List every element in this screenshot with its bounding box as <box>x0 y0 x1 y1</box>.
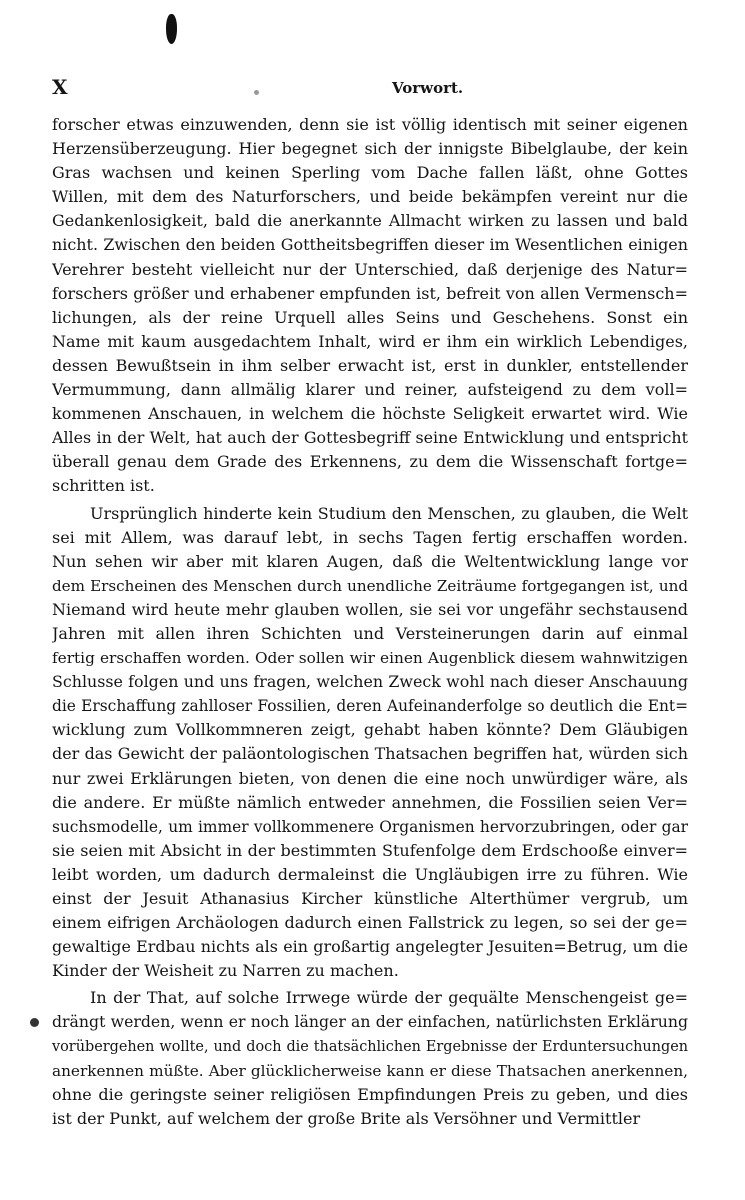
text-line: fertig erschaffen worden. Oder sollen wir einen Augenblick diesem wahnwitzigen <box>52 649 688 668</box>
text-line: vorübergehen wollte, und doch die thatsächlichen Ergebnisse der Erduntersuchungen <box>52 1038 688 1055</box>
text-line: Gras wachsen und keinen Sperling vom Dache fallen läßt, ohne Gottes <box>52 163 688 183</box>
text-line: nicht. Zwischen den beiden Gottheitsbegriffen dieser im Wesentlichen einigen <box>52 235 688 255</box>
text-line: kommenen Anschauen, in welchem die höchste Seligkeit erwartet wird. Wie <box>52 404 688 424</box>
text-line: sei mit Allem, was darauf lebt, in sechs Tagen fertig erschaffen worden. <box>52 527 688 547</box>
paragraph <box>52 113 688 499</box>
text-line: dessen Bewußtsein in ihm selber erwacht ist, erst in dunkler, entstellender <box>52 355 688 375</box>
running-head: Vorwort. <box>392 79 464 97</box>
text-line: ohne die geringste seiner religiösen Empfindungen Preis zu geben, und dies <box>52 1084 688 1104</box>
page-number: X <box>52 75 69 99</box>
text-line: Kinder der Weisheit zu Narren zu machen. <box>52 961 399 981</box>
text-line: leibt worden, um dadurch dermaleinst die Ungläubigen irre zu führen. Wie <box>52 864 688 884</box>
text-line: forscher etwas einzuwenden, denn sie ist völlig identisch mit seiner eigenen <box>52 115 688 134</box>
paragraph <box>52 986 688 1131</box>
text-line: drängt werden, wenn er noch länger an der einfachen, natürlichsten Erklärung <box>52 1012 688 1032</box>
text-line: Schlusse folgen und uns fragen, welchen Zweck wohl nach dieser Anschauung <box>52 672 688 692</box>
text-line: sie seien mit Absicht in der bestimmten Stufenfolge dem Erdschooße einver= <box>52 840 688 860</box>
text-line: forschers größer und erhabener empfunden ist, befreit von allen Vermensch= <box>52 283 688 303</box>
text-line: anerkennen müßte. Aber glücklicherweise kann er diese Thatsachen anerkennen, <box>52 1061 688 1080</box>
text-line: gewaltige Erdbau nichts als ein großartig angelegter Jesuiten=Betrug, um die <box>52 937 688 957</box>
text-line: Herzensüberzeugung. Hier begegnet sich der innigste Bibelglaube, der kein <box>52 139 688 159</box>
text-line: Ursprünglich hinderte kein Studium den Menschen, zu glauben, die Welt <box>90 503 688 523</box>
text-line: Verehrer besteht vielleicht nur der Unterschied, daß derjenige des Natur= <box>52 259 688 279</box>
text-line: einst der Jesuit Athanasius Kircher künstliche Alterthümer vergrub, um <box>52 889 688 908</box>
text-line: dem Erscheinen des Menschen durch unendliche Zeiträume fortgegangen ist, und <box>52 576 688 595</box>
text-line: lichungen, als der reine Urquell alles Seins und Geschehens. Sonst ein <box>52 307 688 327</box>
text-line: suchsmodelle, um immer vollkommenere Organismen hervorzubringen, oder gar <box>52 817 688 836</box>
text-line: einem eifrigen Archäologen dadurch einen Fallstrick zu legen, so sei der ge= <box>52 913 688 933</box>
text-line: Name mit kaum ausgedachtem Inhalt, wird er ihm ein wirklich Lebendiges, <box>52 331 688 351</box>
body-text <box>52 113 688 1131</box>
ink-spot <box>30 1018 39 1027</box>
text-line: Gedankenlosigkeit, bald die anerkannte Allmacht wirken zu lassen und bald <box>52 211 688 231</box>
page-header <box>52 75 688 105</box>
text-line: Willen, mit dem des Naturforschers, und beide bekämpfen vereint nur die <box>52 187 688 207</box>
text-line: Vermummung, dann allmälig klarer und reiner, aufsteigend zu dem voll= <box>52 380 688 400</box>
text-line: schritten ist. <box>52 476 155 496</box>
text-line: die Erschaffung zahlloser Fossilien, deren Aufeinanderfolge so deutlich die Ent= <box>52 697 688 716</box>
text-line: nur zwei Erklärungen bieten, von denen die eine noch unwürdiger wäre, als <box>52 768 688 788</box>
text-line: die andere. Er müßte nämlich entweder annehmen, die Fossilien seien Ver= <box>52 792 688 812</box>
text-line: überall genau dem Grade des Erkennens, zu dem die Wissenschaft fortge= <box>52 452 688 472</box>
text-line: Alles in der Welt, hat auch der Gottesbegriff seine Entwicklung und entspricht <box>52 428 688 448</box>
text-line: Niemand wird heute mehr glauben wollen, sie sei vor ungefähr sechstausend <box>52 599 688 619</box>
text-line: der das Gewicht der paläontologischen Thatsachen begriffen hat, würden sich <box>52 744 688 764</box>
ink-blot <box>166 14 177 44</box>
paragraph <box>52 502 688 984</box>
text-line: Nun sehen wir aber mit klaren Augen, daß die Weltentwicklung lange vor <box>52 551 688 571</box>
text-line: ist der Punkt, auf welchem der große Brite als Versöhner und Vermittler <box>52 1108 641 1128</box>
text-line: In der That, auf solche Irrwege würde der gequälte Menschengeist ge= <box>90 988 688 1008</box>
text-line: Jahren mit allen ihren Schichten und Versteinerungen darin auf einmal <box>52 623 688 643</box>
text-line: wicklung zum Vollkommneren zeigt, gehabt haben könnte? Dem Gläubigen <box>52 720 688 740</box>
